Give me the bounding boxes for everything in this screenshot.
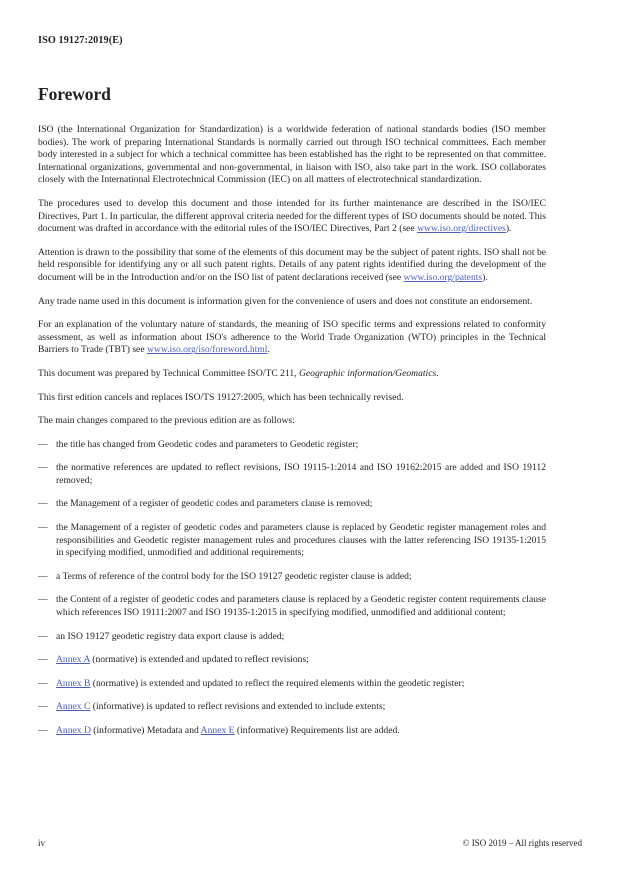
committee-scope-title: Geographic information/Geomatics bbox=[298, 367, 437, 379]
link-annex-d[interactable]: Annex D bbox=[56, 725, 91, 736]
link-iso-directives[interactable]: www.iso.org/directives bbox=[417, 223, 506, 235]
em-dash-marker: — bbox=[38, 654, 48, 666]
list-item-text: an ISO 19127 geodetic registry data export clause is added; bbox=[56, 630, 285, 642]
paragraph-procedures-tail: ). bbox=[505, 223, 512, 235]
paragraph-technical-committee-text: This document was prepared by Technical Committee ISO/TC 211, bbox=[38, 367, 299, 379]
list-item-text: the normative references are updated to reflect revisions, ISO 19115-1:2014 and ISO 19162:2015 are added and ISO 19112 removed; bbox=[56, 462, 546, 486]
document-content bbox=[38, 84, 546, 749]
link-annex-e[interactable]: Annex E bbox=[200, 725, 235, 736]
em-dash-marker: — bbox=[38, 677, 48, 689]
page-footer bbox=[38, 838, 582, 852]
list-item bbox=[38, 654, 546, 667]
paragraph-voluntary-nature-text: For an explanation of the voluntary nature of standards, the meaning of ISO specific terms and expressions related to conformity assessment, as well as information about ISO's adherence to the World Trade Organization (WTO) principles in the Technical Barriers to Trade (TBT) see bbox=[38, 319, 546, 356]
paragraph-patent-rights bbox=[38, 247, 546, 285]
page-number: iv bbox=[38, 838, 46, 848]
list-item-text: the Management of a register of geodetic codes and parameters clause is removed; bbox=[56, 498, 373, 510]
em-dash-marker: — bbox=[38, 570, 48, 582]
list-item-text: (informative) is updated to reflect revisions and extended to include extents; bbox=[90, 701, 386, 713]
list-item bbox=[38, 678, 546, 691]
em-dash-marker: — bbox=[38, 522, 48, 534]
link-iso-patents[interactable]: www.iso.org/patents bbox=[403, 271, 483, 283]
paragraph-iso-description: ISO (the International Organization for Standardization) is a worldwide federation of national standards bodies (ISO member bodies). The work of preparing International Standards is normally carried out through ISO technical committees. Each member body interested in a subject for which a technical committee has been established has the right to be represented on that committee. International organizations, governmental and non-governmental, in liaison with ISO, also take part in the work. ISO collaborates closely with the International Electrotechnical Commission (IEC) on all matters of electrotechnical standardization. bbox=[38, 124, 546, 186]
em-dash-marker: — bbox=[38, 725, 48, 736]
list-item-text: (normative) is extended and updated to reflect the required elements within the geodetic register; bbox=[90, 677, 465, 689]
list-item bbox=[38, 701, 546, 714]
list-item bbox=[38, 462, 546, 487]
paragraph-voluntary-nature bbox=[38, 319, 546, 357]
list-item-text: a Terms of reference of the control body for the ISO 19127 geodetic register clause is added; bbox=[56, 570, 412, 582]
list-item bbox=[38, 631, 546, 644]
paragraph-technical-committee bbox=[38, 368, 546, 381]
copyright-notice: © ISO 2019 – All rights reserved bbox=[462, 838, 582, 848]
em-dash-marker: — bbox=[38, 701, 48, 713]
paragraph-voluntary-nature-tail: . bbox=[267, 344, 270, 356]
document-header-id: ISO 19127:2019(E) bbox=[38, 35, 123, 46]
list-item bbox=[38, 498, 546, 511]
list-item bbox=[38, 594, 546, 619]
paragraph-patent-rights-text: Attention is drawn to the possibility that some of the elements of this document may be the subject of patent rights. ISO shall not be held responsible for identifying any or all such patent rights. Details of any patent rights identified during the development of the document will be in the Introduction and/or on the ISO list of patent declarations received (see bbox=[38, 246, 546, 283]
em-dash-marker: — bbox=[38, 462, 48, 474]
paragraph-main-changes-intro: The main changes compared to the previous edition are as follows: bbox=[38, 415, 295, 427]
paragraph-patent-rights-tail: ). bbox=[482, 271, 488, 283]
link-annex-a[interactable]: Annex A bbox=[56, 654, 90, 666]
em-dash-marker: — bbox=[38, 630, 48, 642]
list-item-text: (normative) is extended and updated to reflect revisions; bbox=[89, 654, 309, 666]
em-dash-marker: — bbox=[38, 594, 48, 606]
list-item-text: the Management of a register of geodetic codes and parameters clause is replaced by Geodetic register management roles and responsibilities and Geodetic register management rules and procedures clauses with the latter referencing ISO 19135-1:2015 in specifying modified, unmodified and additional requirements; bbox=[56, 522, 546, 559]
link-annex-b[interactable]: Annex B bbox=[56, 677, 91, 689]
em-dash-marker: — bbox=[38, 498, 48, 510]
paragraph-procedures-text: The procedures used to develop this document and those intended for its further maintenance are described in the ISO/IEC Directives, Part 1. In particular, the different approval criteria needed for the different types of ISO documents should be noted. This document was drafted in accordance with the editorial rules of the ISO/IEC Directives, Part 2 (see bbox=[38, 197, 546, 235]
paragraph-procedures bbox=[38, 198, 546, 236]
list-item-text-2: (informative) Requirements list are added. bbox=[234, 725, 400, 736]
list-item bbox=[38, 725, 546, 738]
paragraph-first-edition: This first edition cancels and replaces ISO/TS 19127:2005, which has been technically revised. bbox=[38, 391, 404, 403]
list-item bbox=[38, 522, 546, 560]
list-item-text: the title has changed from Geodetic codes and parameters to Geodetic register; bbox=[56, 438, 359, 450]
list-item bbox=[38, 571, 546, 584]
paragraph-trade-name: Any trade name used in this document is information given for the convenience of users and does not constitute an endorsement. bbox=[38, 295, 533, 307]
link-iso-foreword[interactable]: www.iso.org/iso/foreword.html bbox=[146, 344, 268, 356]
em-dash-marker: — bbox=[38, 438, 48, 450]
page-title: Foreword bbox=[38, 84, 111, 104]
list-item-text: the Content of a register of geodetic codes and parameters clause is replaced by a Geodetic register content requirements clause which references ISO 19111:2007 and ISO 19135-1:2015 in specifying modified, unmodified and additional content; bbox=[56, 594, 546, 619]
paragraph-technical-committee-tail: . bbox=[436, 367, 439, 379]
changes-list bbox=[38, 439, 546, 738]
list-item bbox=[38, 439, 546, 452]
list-item-text: (informative) Metadata and bbox=[90, 725, 201, 736]
link-annex-c[interactable]: Annex C bbox=[56, 701, 91, 713]
